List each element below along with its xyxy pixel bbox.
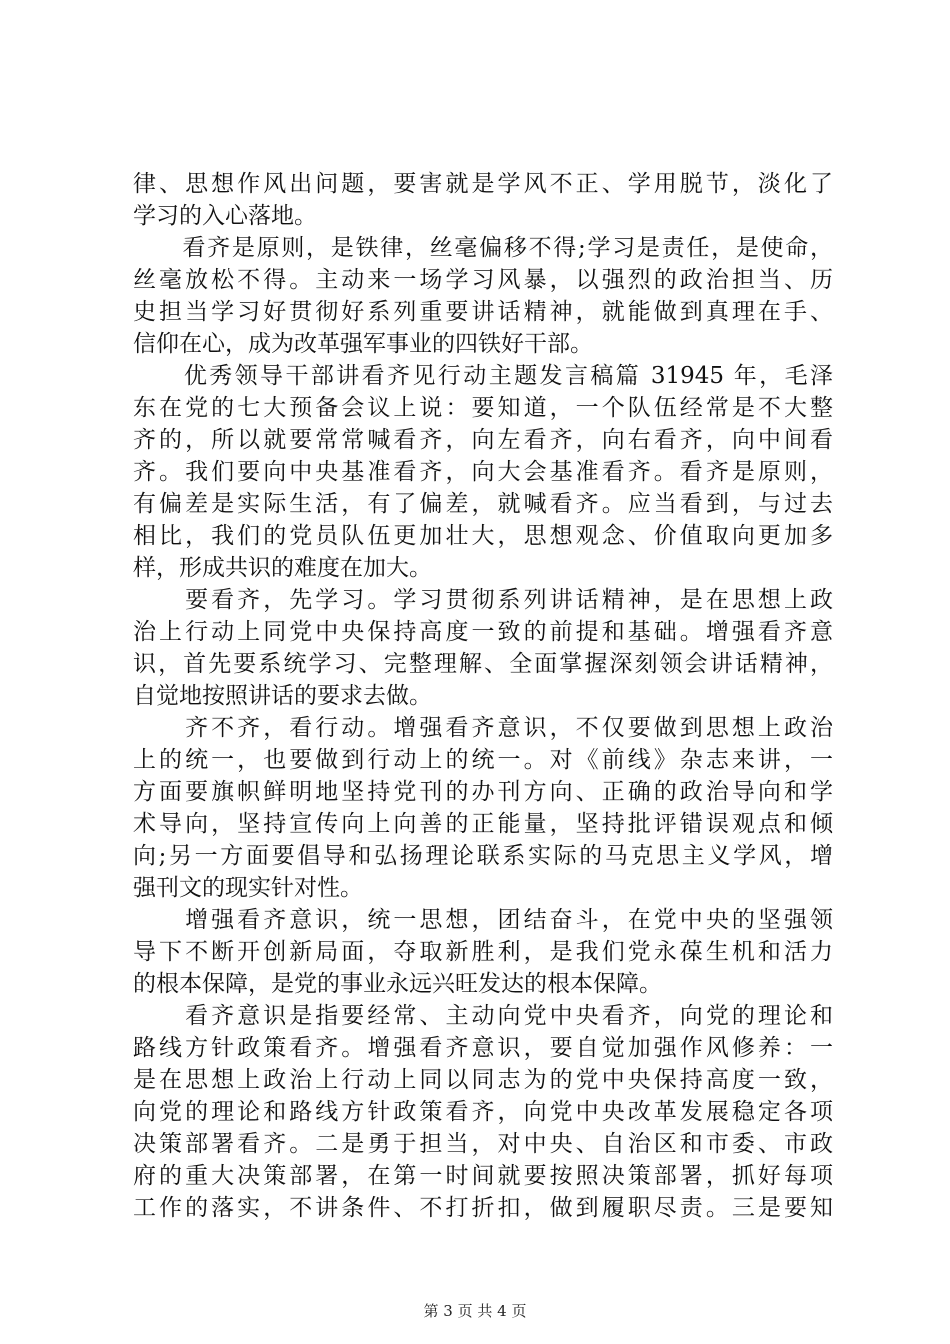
text-line: 丝毫放松不得。主动来一场学习风暴，以强烈的政治担当、历: [133, 267, 833, 293]
text-line: 增强看齐意识，统一思想，团结奋斗，在党中央的坚强领: [133, 907, 833, 933]
text-line: 术导向，坚持宣传向上向善的正能量，坚持批评错误观点和倾: [133, 811, 833, 837]
text-line: 向;另一方面要倡导和弘扬理论联系实际的马克思主义学风，增: [133, 843, 833, 869]
text-line: 齐。我们要向中央基准看齐，向大会基准看齐。看齐是原则，: [133, 459, 833, 485]
text-line: 看齐意识是指要经常、主动向党中央看齐，向党的理论和: [133, 1003, 833, 1029]
text-line: 看齐是原则，是铁律，丝毫偏移不得;学习是责任，是使命，: [133, 235, 833, 261]
text-line: 相比，我们的党员队伍更加壮大，思想观念、价值取向更加多: [133, 523, 833, 549]
text-line: 方面要旗帜鲜明地坚持党刊的办刊方向、正确的政治导向和学: [133, 779, 833, 805]
text-line: 上的统一，也要做到行动上的统一。对《前线》杂志来讲，一: [133, 747, 833, 773]
document-body: [133, 168, 833, 1224]
page-footer: 第 3 页 共 4 页: [423, 1302, 527, 1320]
text-line: 自觉地按照讲话的要求去做。: [133, 683, 432, 709]
text-line: 史担当学习好贯彻好系列重要讲话精神，就能做到真理在手、: [133, 299, 833, 325]
text-line: 路线方针政策看齐。增强看齐意识，要自觉加强作风修养：一: [133, 1035, 833, 1061]
text-line: 信仰在心，成为改革强军事业的四铁好干部。: [133, 331, 593, 357]
text-line: 强刊文的现实针对性。: [133, 875, 363, 901]
text-line: 向党的理论和路线方针政策看齐，向党中央改革发展稳定各项: [133, 1099, 833, 1125]
text-line: 有偏差是实际生活，有了偏差，就喊看齐。应当看到，与过去: [133, 491, 833, 517]
text-line: 是在思想上政治上行动上同以同志为的党中央保持高度一致，: [133, 1067, 833, 1093]
text-line: 优秀领导干部讲看齐见行动主题发言稿篇 31945 年，毛泽: [133, 363, 833, 389]
text-line: 要看齐，先学习。学习贯彻系列讲话精神，是在思想上政: [133, 587, 833, 613]
text-line: 律、思想作风出问题，要害就是学风不正、学用脱节，淡化了: [133, 171, 833, 197]
text-line: 齐不齐，看行动。增强看齐意识，不仅要做到思想上政治: [133, 715, 833, 741]
text-line: 治上行动上同党中央保持高度一致的前提和基础。增强看齐意: [133, 619, 833, 645]
text-line: 东在党的七大预备会议上说：要知道，一个队伍经常是不大整: [133, 395, 833, 421]
text-line: 工作的落实，不讲条件、不打折扣，做到履职尽责。三是要知: [133, 1195, 833, 1221]
text-line: 齐的，所以就要常常喊看齐，向左看齐，向右看齐，向中间看: [133, 427, 833, 453]
text-line: 导下不断开创新局面，夺取新胜利，是我们党永葆生机和活力: [133, 939, 833, 965]
text-line: 府的重大决策部署，在第一时间就要按照决策部署，抓好每项: [133, 1163, 833, 1189]
text-line: 的根本保障，是党的事业永远兴旺发达的根本保障。: [133, 971, 662, 997]
text-line: 样，形成共识的难度在加大。: [133, 555, 432, 581]
text-line: 学习的入心落地。: [133, 203, 317, 229]
text-line: 识，首先要系统学习、完整理解、全面掌握深刻领会讲话精神，: [133, 651, 833, 677]
text-line: 决策部署看齐。二是勇于担当，对中央、自治区和市委、市政: [133, 1131, 833, 1157]
